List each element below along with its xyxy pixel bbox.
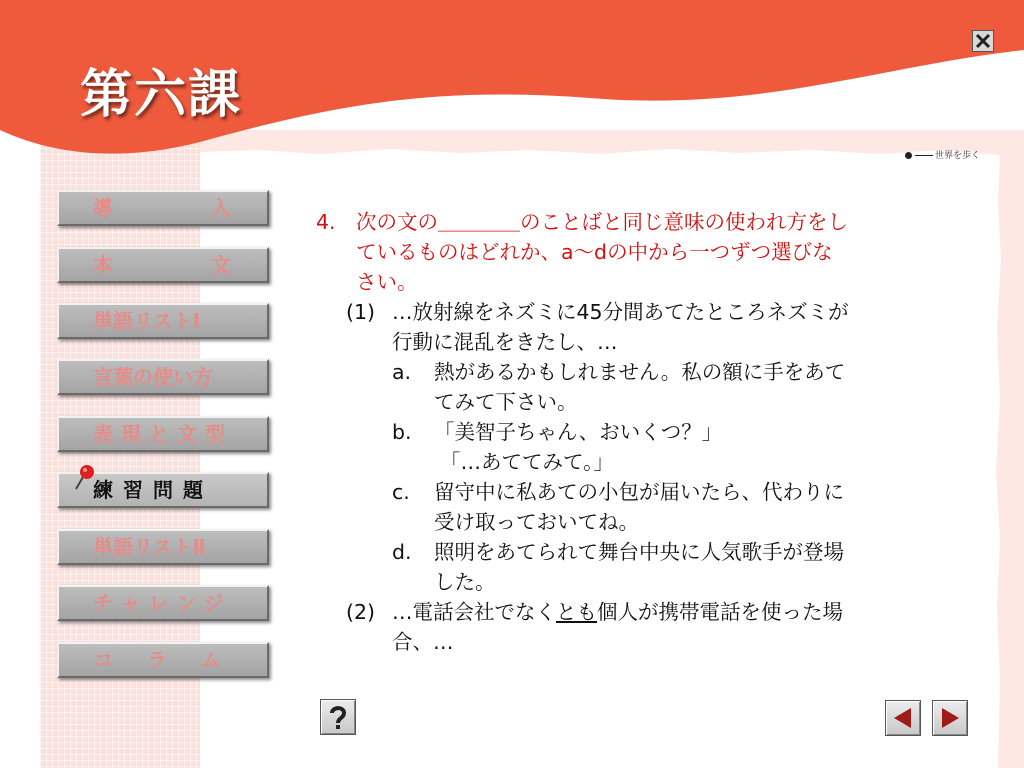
- question-text-line-1: 次の文の＿＿＿＿のことばと同じ意味の使われ方をし: [356, 210, 848, 234]
- sub-question-2: [346, 597, 976, 657]
- breadcrumb-rule: [915, 155, 933, 156]
- option-b-letter: b.: [392, 420, 412, 444]
- nav-item-vocab-1[interactable]: 単語リストⅠ: [57, 303, 269, 339]
- breadcrumb-label: 世界を歩く: [935, 151, 981, 161]
- sub-question-2-number: (2): [346, 600, 376, 624]
- option-d-line-2: した。: [434, 570, 496, 594]
- option-a-letter: a.: [392, 360, 412, 384]
- nav-item-challenge[interactable]: チャレンジ: [57, 585, 269, 621]
- next-page-button[interactable]: [932, 700, 968, 736]
- previous-page-button[interactable]: [885, 700, 921, 736]
- option-b: [392, 417, 976, 477]
- question-text-line-2: ているものはどれか、a〜dの中から一つずつ選びな: [356, 240, 833, 264]
- option-b-line-2: 「…あててみて。」: [440, 450, 614, 474]
- sub-question-2-line-2: 合、…: [392, 630, 454, 654]
- close-button[interactable]: [972, 30, 994, 52]
- nav-item-intro-label-left: 導: [93, 196, 113, 220]
- bullet-icon: [905, 152, 912, 159]
- nav-item-main-text-label-left: 本: [93, 253, 113, 277]
- nav-item-main-text-label-right: 文: [211, 253, 231, 277]
- option-a-line-1: 熱があるかもしれません。私の額に手をあて: [434, 360, 846, 384]
- sub-question-1-line-2: 行動に混乱をきたし、…: [392, 330, 618, 354]
- nav-item-exercises[interactable]: 練習問題: [57, 472, 269, 508]
- sub-question-1-number: (1): [346, 300, 376, 324]
- nav-item-main-text[interactable]: [57, 247, 269, 283]
- question-text-line-3: さい。: [356, 270, 418, 294]
- option-d-letter: d.: [392, 540, 412, 564]
- option-c: [392, 477, 976, 537]
- nav-item-intro-label-right: 入: [211, 196, 231, 220]
- close-icon: [975, 33, 991, 49]
- sub-question-2-text-after: 個人が携帯電話を使った場: [597, 600, 843, 624]
- arrow-left-icon: [886, 701, 920, 735]
- option-d: [392, 537, 976, 597]
- exercise-content: [316, 207, 976, 657]
- option-a: [392, 357, 976, 417]
- sub-question-2-underlined: とも: [556, 600, 597, 624]
- breadcrumb: [905, 148, 980, 161]
- arrow-right-icon: [933, 701, 967, 735]
- option-c-letter: c.: [392, 480, 410, 504]
- option-c-line-1: 留守中に私あての小包が届いたら、代わりに: [434, 480, 844, 504]
- option-d-line-1: 照明をあてられて舞台中央に人気歌手が登場: [434, 540, 844, 564]
- nav-item-vocab-2[interactable]: 単語リストⅡ: [57, 529, 269, 565]
- option-b-line-1: 「美智子ちゃん、おいくつ？」: [434, 420, 723, 444]
- nav-item-expressions[interactable]: 表現と文型: [57, 416, 269, 452]
- sub-question-2-text-before: …電話会社でなく: [392, 600, 556, 624]
- help-icon: [321, 700, 355, 734]
- nav-item-word-usage[interactable]: 言葉の使い方: [57, 359, 269, 395]
- sub-question-1: [346, 297, 976, 357]
- nav-item-column[interactable]: コラム: [57, 642, 269, 678]
- nav-item-intro[interactable]: [57, 190, 269, 226]
- option-c-line-2: 受け取っておいてね。: [434, 510, 639, 534]
- help-button[interactable]: [320, 699, 356, 735]
- question-number: 4.: [316, 210, 336, 234]
- sub-question-1-line-1: …放射線をネズミに45分間あてたところネズミが: [392, 300, 849, 324]
- page-title: 第六課: [80, 65, 243, 125]
- option-a-line-2: てみて下さい。: [434, 390, 578, 414]
- pushpin-icon: [70, 463, 96, 493]
- question-prompt: [316, 207, 976, 297]
